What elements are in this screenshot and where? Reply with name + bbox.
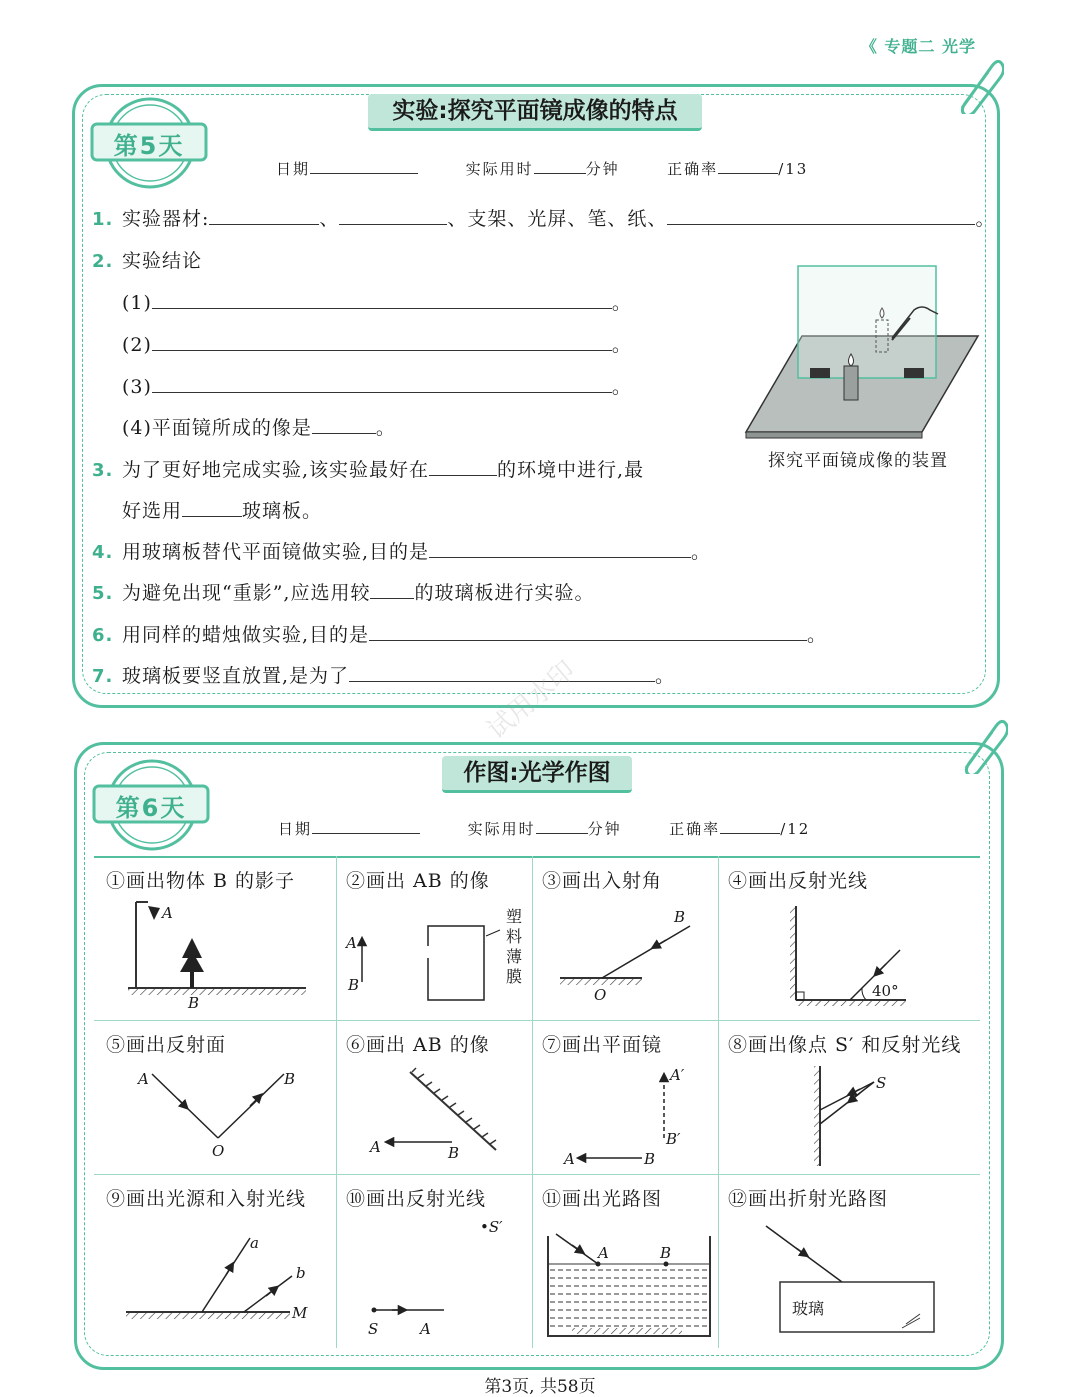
grid-row-line bbox=[94, 1020, 980, 1021]
label: A bbox=[420, 1320, 431, 1338]
question-3-line2 bbox=[122, 496, 322, 523]
grid-top-line bbox=[94, 856, 980, 858]
cell-title-4: ④画出反射光线 bbox=[728, 870, 869, 892]
question-number: 3. bbox=[92, 460, 114, 481]
period: 。 bbox=[611, 292, 632, 314]
question-number: 7. bbox=[92, 666, 114, 687]
label: M bbox=[292, 1304, 308, 1322]
page-footer: 第3页, 共58页 bbox=[484, 1377, 596, 1397]
figure-incidence-angle bbox=[546, 896, 716, 1016]
question-7 bbox=[92, 661, 675, 688]
conclusion-4 bbox=[122, 413, 396, 440]
question-text: (4)平面镜所成的像是 bbox=[122, 417, 312, 439]
label: 塑 bbox=[506, 907, 523, 926]
period: 。 bbox=[611, 334, 632, 356]
label: A bbox=[138, 1070, 149, 1088]
question-1 bbox=[92, 204, 995, 231]
answer-blank[interactable] bbox=[312, 415, 376, 434]
period: 。 bbox=[375, 417, 396, 439]
question-5 bbox=[92, 578, 594, 605]
cell-title-2: ②画出 AB 的像 bbox=[346, 870, 490, 892]
cell-title-9: ⑨画出光源和入射光线 bbox=[106, 1188, 307, 1210]
figure-reflected-ray bbox=[730, 896, 970, 1016]
label: B′ bbox=[666, 1130, 681, 1148]
cell-title-1: ①画出物体 B 的影子 bbox=[106, 870, 296, 892]
answer-blank[interactable] bbox=[182, 498, 242, 517]
figure-plastic-film bbox=[340, 896, 530, 1016]
question-text: 为避免出现“重影”,应选用较 bbox=[122, 582, 371, 604]
question-text: 实验器材: bbox=[122, 208, 210, 230]
question-number: 5. bbox=[92, 583, 114, 604]
question-text: 用同样的蜡烛做实验,目的是 bbox=[122, 624, 370, 646]
answer-blank[interactable] bbox=[667, 206, 975, 225]
label: B bbox=[188, 994, 200, 1012]
cell-title-10: ⑩画出反射光线 bbox=[346, 1188, 487, 1210]
label: A′ bbox=[670, 1066, 685, 1084]
cell-title-11: ⑪画出光路图 bbox=[542, 1188, 663, 1210]
answer-blank[interactable] bbox=[370, 580, 414, 599]
date-label: 日期 bbox=[278, 820, 313, 838]
accuracy-field[interactable] bbox=[718, 159, 778, 174]
sub-label: (1) bbox=[122, 292, 152, 314]
label: B bbox=[348, 976, 360, 994]
question-6 bbox=[92, 620, 827, 647]
watermark: 试用水印 bbox=[482, 655, 582, 746]
answer-blank[interactable] bbox=[152, 332, 612, 351]
figure-reflecting-surface bbox=[120, 1060, 320, 1170]
time-field[interactable] bbox=[534, 159, 586, 174]
conclusion-1 bbox=[122, 288, 632, 315]
question-number: 1. bbox=[92, 209, 114, 230]
conclusion-2 bbox=[122, 330, 632, 357]
day5-meta bbox=[276, 158, 808, 179]
period: 。 bbox=[691, 541, 712, 563]
question-number: 4. bbox=[92, 542, 114, 563]
label: O bbox=[594, 986, 607, 1004]
question-text: 的玻璃板进行实验。 bbox=[414, 582, 595, 604]
label: 膜 bbox=[506, 967, 523, 986]
separator: 、 bbox=[319, 208, 340, 230]
label: a bbox=[250, 1234, 259, 1252]
label: •S′ bbox=[480, 1218, 503, 1236]
answer-blank[interactable] bbox=[429, 539, 691, 558]
answer-blank[interactable] bbox=[209, 206, 319, 225]
label: A bbox=[564, 1150, 575, 1168]
accuracy-label: 正确率 bbox=[669, 820, 721, 838]
figure-caption: 探究平面镜成像的装置 bbox=[768, 451, 948, 471]
accuracy-label: 正确率 bbox=[667, 160, 719, 178]
question-number: 6. bbox=[92, 625, 114, 646]
day5-title: 实验:探究平面镜成像的特点 bbox=[368, 94, 702, 131]
label: B bbox=[448, 1144, 460, 1162]
grid-col-line bbox=[718, 856, 719, 1348]
mirror-experiment-figure bbox=[742, 262, 982, 442]
time-field[interactable] bbox=[536, 819, 588, 834]
question-text: 、支架、光屏、笔、纸、 bbox=[447, 208, 668, 230]
grid-col-line bbox=[336, 856, 337, 1348]
accuracy-total: /12 bbox=[780, 820, 811, 838]
time-unit: 分钟 bbox=[585, 160, 620, 178]
answer-blank[interactable] bbox=[152, 374, 612, 393]
label: b bbox=[296, 1264, 306, 1282]
label: 40° bbox=[872, 982, 899, 1000]
figure-reflection-s bbox=[352, 1212, 522, 1342]
time-unit: 分钟 bbox=[587, 820, 622, 838]
label: A bbox=[370, 1138, 381, 1156]
grid-col-line bbox=[532, 856, 533, 1348]
sub-label: (2) bbox=[122, 334, 152, 356]
label: 玻璃 bbox=[792, 1299, 825, 1318]
period: 。 bbox=[807, 624, 828, 646]
day6-title: 作图:光学作图 bbox=[442, 756, 632, 793]
label: S bbox=[368, 1320, 379, 1338]
question-text: 用玻璃板替代平面镜做实验,目的是 bbox=[122, 541, 430, 563]
question-4 bbox=[92, 537, 711, 564]
accuracy-field[interactable] bbox=[720, 819, 780, 834]
cell-title-5: ⑤画出反射面 bbox=[106, 1034, 227, 1056]
figure-image-ab bbox=[344, 1060, 524, 1170]
period: 。 bbox=[975, 208, 996, 230]
sub-label: (3) bbox=[122, 376, 152, 398]
date-field[interactable] bbox=[312, 819, 420, 834]
period: 。 bbox=[655, 665, 676, 687]
question-text: 实验结论 bbox=[122, 250, 203, 272]
grid-row-line bbox=[94, 1174, 980, 1175]
answer-blank[interactable] bbox=[369, 622, 807, 641]
question-text: 玻璃板要竖直放置,是为了 bbox=[122, 665, 350, 687]
cell-title-7: ⑦画出平面镜 bbox=[542, 1034, 663, 1056]
label: B bbox=[644, 1150, 656, 1168]
label: B bbox=[284, 1070, 296, 1088]
figure-plane-mirror bbox=[550, 1060, 710, 1170]
label: 薄 bbox=[506, 947, 523, 966]
question-text: 的环境中进行,最 bbox=[497, 459, 645, 481]
label: A bbox=[162, 904, 173, 922]
period: 。 bbox=[611, 376, 632, 398]
question-text: 好选用 bbox=[122, 500, 183, 522]
answer-blank[interactable] bbox=[152, 290, 612, 309]
cell-title-8: ⑧画出像点 S′ 和反射光线 bbox=[728, 1034, 962, 1056]
accuracy-total: /13 bbox=[778, 160, 809, 178]
date-field[interactable] bbox=[310, 159, 418, 174]
cell-title-12: ⑫画出折射光路图 bbox=[728, 1188, 889, 1210]
label: A bbox=[598, 1244, 609, 1262]
date-label: 日期 bbox=[276, 160, 311, 178]
label: S bbox=[876, 1074, 887, 1092]
day6-badge: 第6天 bbox=[115, 794, 187, 822]
figure-image-point bbox=[770, 1060, 950, 1172]
figure-shadow bbox=[120, 896, 320, 1016]
label: B bbox=[674, 908, 686, 926]
question-text: 玻璃板。 bbox=[242, 500, 323, 522]
time-label: 实际用时 bbox=[467, 820, 536, 838]
question-2 bbox=[92, 246, 202, 273]
question-3 bbox=[92, 455, 644, 482]
day5-badge: 第5天 bbox=[113, 132, 185, 160]
cell-title-3: ③画出入射角 bbox=[542, 870, 663, 892]
figure-light-path bbox=[542, 1216, 718, 1340]
cell-title-6: ⑥画出 AB 的像 bbox=[346, 1034, 490, 1056]
answer-blank[interactable] bbox=[429, 457, 497, 476]
answer-blank[interactable] bbox=[339, 206, 447, 225]
answer-blank[interactable] bbox=[349, 663, 655, 682]
figure-light-source bbox=[120, 1220, 320, 1330]
chapter-header: 《 专题二 光学 bbox=[860, 37, 976, 56]
conclusion-3 bbox=[122, 372, 632, 399]
time-label: 实际用时 bbox=[465, 160, 534, 178]
question-text: 为了更好地完成实验,该实验最好在 bbox=[122, 459, 430, 481]
figure-refraction bbox=[760, 1214, 950, 1338]
label: B bbox=[660, 1244, 672, 1262]
label: O bbox=[212, 1142, 225, 1160]
label: 料 bbox=[506, 927, 523, 946]
label: A bbox=[346, 934, 357, 952]
day6-meta bbox=[278, 818, 810, 839]
question-number: 2. bbox=[92, 251, 114, 272]
